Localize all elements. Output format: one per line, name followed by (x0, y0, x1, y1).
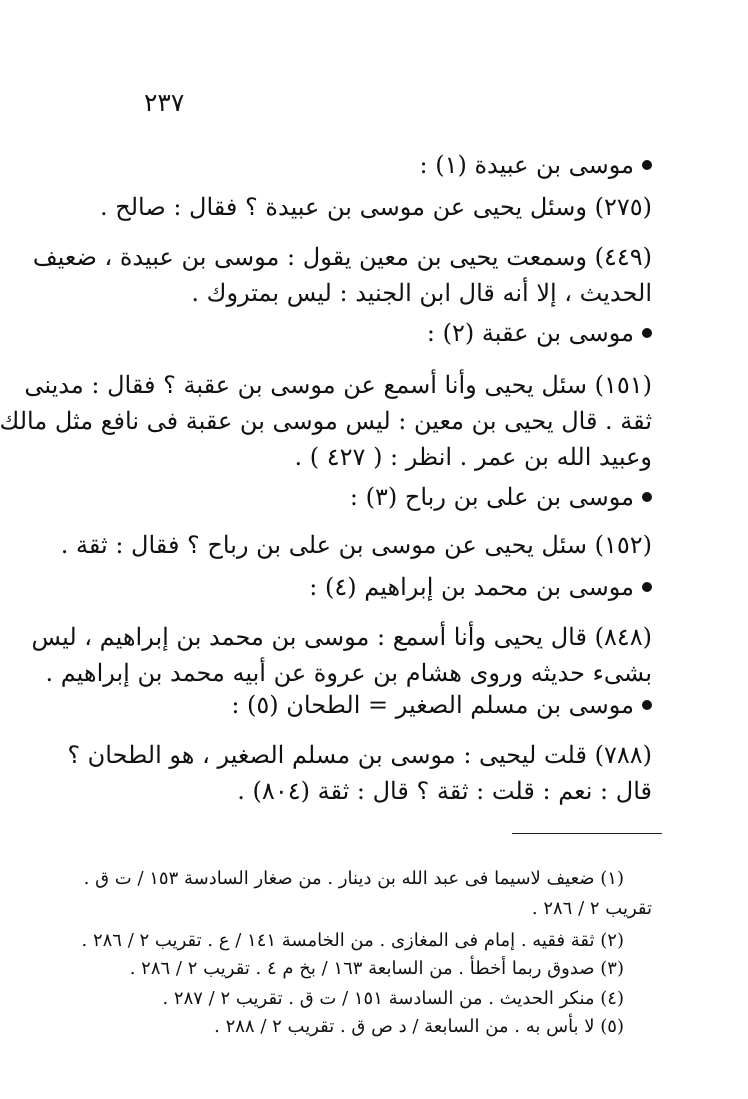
entry-line: (١٥١) سئل يحيى وأنا أسمع عن موسى بن عقبة ؟ فقال : مدينى (24, 371, 652, 399)
entry-line: (٤٤٩) وسمعت يحيى بن معين يقول : موسى بن عبيدة ، ضعيف (32, 243, 652, 271)
bullet-icon (642, 582, 652, 592)
entry-line: (١٥٢) سئل يحيى عن موسى بن على بن رباح ؟ فقال : ثقة . (60, 531, 652, 559)
entry-line: (٧٨٨) قلت ليحيى : موسى بن مسلم الصغير ، هو الطحان ؟ (67, 741, 652, 769)
footnote-5: (٥) لا بأس به . من السابعة / د ص ق . تقريب ٢ / ٢٨٨ . (214, 1016, 624, 1037)
footnote-2: (٢) ثقة فقيه . إمام فى المغازى . من الخامسة ١٤١ / ع . تقريب ٢ / ٢٨٦ . (81, 930, 624, 951)
footnote-3: (٣) صدوق ربما أخطأ . من السابعة ١٦٣ / بخ م ٤ . تقريب ٢ / ٢٨٦ . (129, 958, 624, 979)
bullet-icon (642, 328, 652, 338)
footnote-4: (٤) منكر الحديث . من السادسة ١٥١ / ت ق . تقريب ٢ / ٢٨٧ . (162, 988, 624, 1009)
entry-heading: موسى بن على بن رباح (٣) : (350, 480, 652, 514)
bullet-icon (642, 700, 652, 710)
entry-heading: موسى بن عبيدة (١) : (419, 148, 652, 182)
entry-heading: موسى بن عقبة (٢) : (427, 316, 652, 350)
footnote-1: (١) ضعيف لاسيما فى عبد الله بن دينار . من صغار السادسة ١٥٣ / ت ق . (83, 868, 624, 889)
page-number: ٢٣٧ (144, 88, 185, 117)
entry-heading: موسى بن محمد بن إبراهيم (٤) : (309, 570, 652, 604)
entry-line: وعبيد الله بن عمر . انظر : ( ٤٢٧ ) . (294, 443, 652, 471)
entry-line: (٢٧٥) وسئل يحيى عن موسى بن عبيدة ؟ فقال : صالح . (99, 193, 652, 221)
entry-line: بشىء حديثه وروى هشام بن عروة عن أبيه محمد بن إبراهيم . (45, 659, 652, 687)
footnote-1-continuation: تقريب ٢ / ٢٨٦ . (531, 898, 652, 919)
entry-line: (٨٤٨) قال يحيى وأنا أسمع : موسى بن محمد بن إبراهيم ، ليس (31, 623, 652, 651)
entry-line: الحديث ، إلا أنه قال ابن الجنيد : ليس بمتروك . (191, 279, 652, 307)
bullet-icon (642, 492, 652, 502)
bullet-icon (642, 160, 652, 170)
entry-line: قال : نعم : قلت : ثقة ؟ قال : ثقة (٨٠٤) . (237, 777, 652, 805)
entry-line: ثقة . قال يحيى بن معين : ليس موسى بن عقبة فى نافع مثل مالك (0, 407, 652, 435)
footnote-separator (512, 833, 662, 834)
entry-heading: موسى بن مسلم الصغير = الطحان (٥) : (231, 688, 652, 722)
